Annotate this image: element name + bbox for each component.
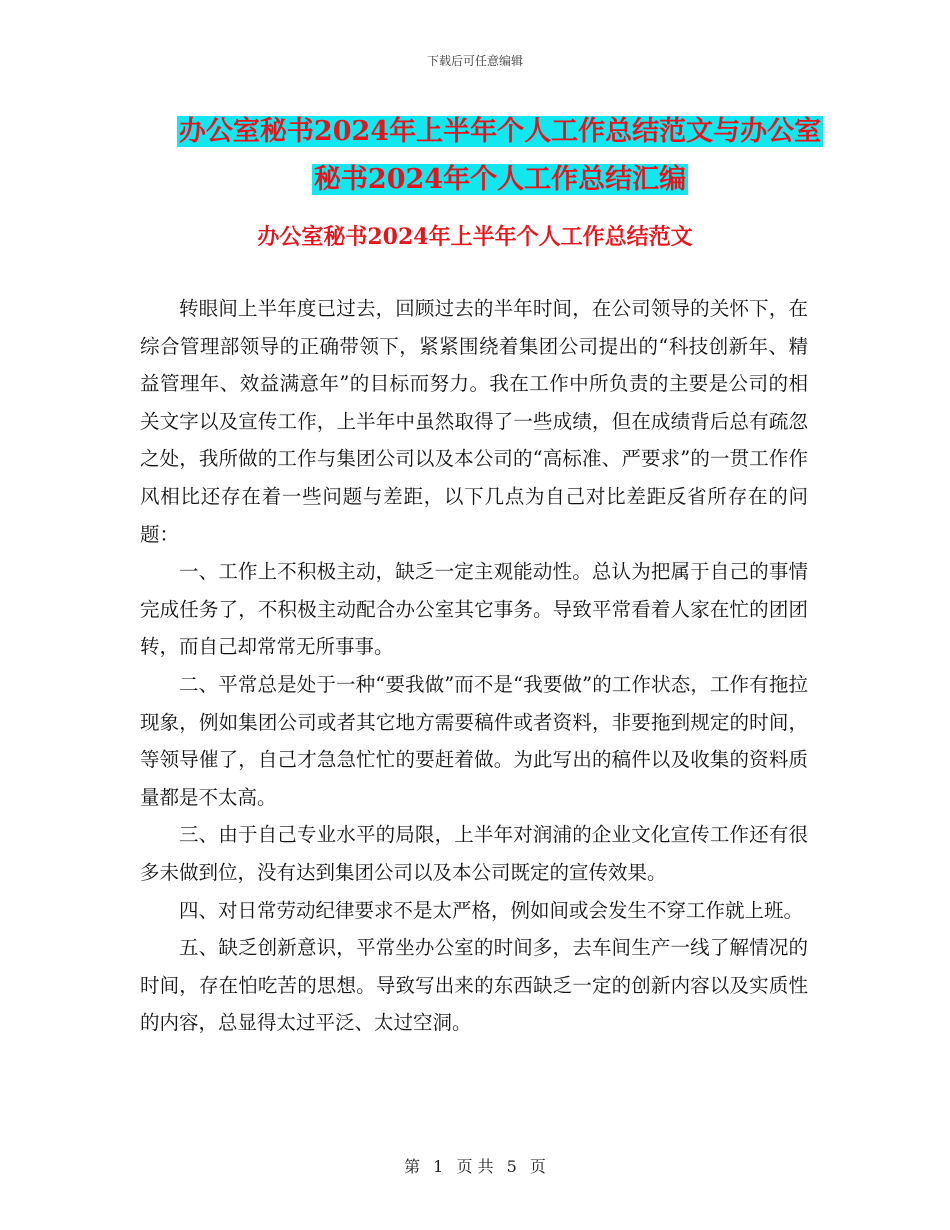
document-title-line-1: 办公室秘书2024年上半年个人工作总结范文与办公室 [178, 116, 822, 147]
paragraph-issue-1: 一、工作上不积极主动，缺乏一定主观能动性。总认为把属于自己的事情完成任务了，不积极主动配合办公室其它事务。导致平常看着人家在忙的团团转，而自己却常常无所事事。 [140, 560, 808, 659]
document-title-line-2: 秘书2024年个人工作总结汇编 [313, 164, 687, 195]
document-title [150, 108, 850, 204]
page-label-middle: 页 共 [456, 1157, 494, 1176]
page-label-prefix: 第 [404, 1157, 421, 1176]
total-pages-number: 5 [506, 1157, 517, 1176]
paragraph-issue-4: 四、对日常劳动纪律要求不是太严格，例如间或会发生不穿工作就上班。 [179, 898, 804, 922]
paragraph-issue-3: 三、由于自己专业水平的局限，上半年对润浦的企业文化宣传工作还有很多未做到位，没有达到集团公司以及本公司既定的宣传效果。 [140, 823, 808, 884]
current-page-number: 1 [433, 1157, 444, 1176]
header-note: 下载后可任意编辑 [426, 54, 523, 68]
paragraph-issue-2: 二、平常总是处于一种“要我做”而不是“我要做”的工作状态，工作有拖拉现象，例如集团公司或者其它地方需要稿件或者资料，非要拖到规定的时间，等领导催了，自己才急急忙忙的要赶着做。为此写出的稿件以及收集的资料质量都是不太高。 [140, 672, 808, 809]
paragraph-intro: 转眼间上半年度已过去，回顾过去的半年时间，在公司领导的关怀下，在综合管理部领导的正确带领下，紧紧围绕着集团公司提出的“科技创新年、精益管理年、效益满意年”的目标而努力。我在工作中所负责的主要是公司的相关文字以及宣传工作，上半年中虽然取得了一些成绩，但在成绩背后总有疏忽之处，我所做的工作与集团公司以及本公司的“高标准、严要求”的一贯工作作风相比还存在着一些问题与差距，以下几点为自己对比差距反省所存在的问题： [140, 297, 808, 546]
document-body [140, 290, 808, 1042]
paragraph-issue-5: 五、缺乏创新意识，平常坐办公室的时间多，去车间生产一线了解情况的时间，存在怕吃苦的思想。导致写出来的东西缺乏一定的创新内容以及实质性的内容，总显得太过平泛、太过空洞。 [140, 936, 808, 1035]
section-title: 办公室秘书2024年上半年个人工作总结范文 [257, 224, 693, 250]
page-label-suffix: 页 [529, 1157, 546, 1176]
page-footer [0, 1154, 950, 1177]
